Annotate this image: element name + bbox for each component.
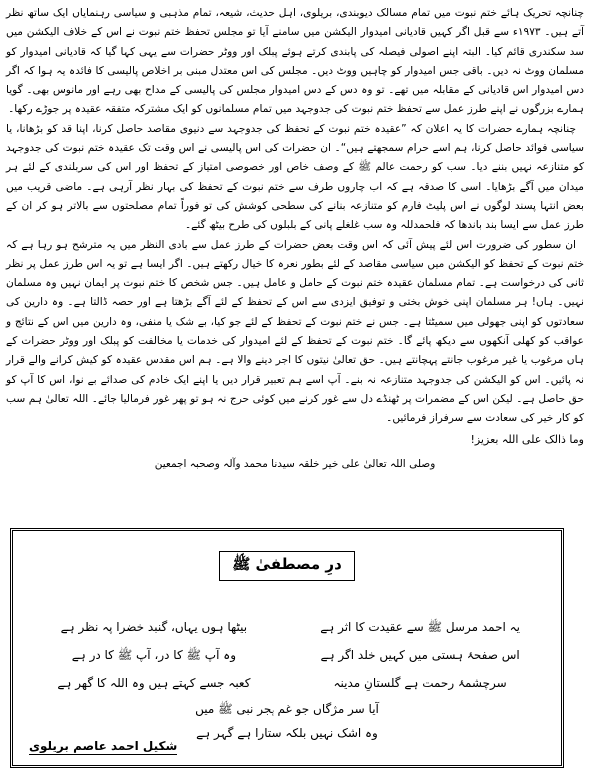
couplet-3-first-line: سرچشمۂ رحمت ہے گلستانِ مدینہ — [333, 676, 507, 690]
article-paragraph-3: ان سطور کی ضرورت اس لئے پیش آئی کہ اس وقت بعض حضرات کے طرز عمل سے بادی النظر میں یہ مترشح ہو رہا ہے کہ ختم نبوت کے تحفظ کو الیکشن میں سیاسی مقاصد کے لئے بطور نعرہ کا خیال رکھتے ہیں۔ اگر ایسا ہے تو یہ اس طرز عمل پر نظر ثانی کی درخواست ہے۔ تمام مسلمان عقیدہ ختم نبوت کے حامل و عامل ہیں۔ جس شخص کا ختم نبوت پر ایمان نہیں وہ مسلمان نہیں۔ ہاں! ہر مسلمان اپنی خوش بختی و توفیق ایزدی سے اس کے تحفظ کے لئے آگے بڑھتا ہے اور حصہ ڈالتا ہے۔ وہ دارین کی سعادتوں کو اپنی جھولی میں سمیٹتا ہے۔ جس نے ختم نبوت کے تحفظ کے لئے جو کیا، بے شک یا منفی، وہ دارین میں اس کے نتائج و عواقب کو کھلی آنکھوں سے دیکھ پائے گا۔ ختم نبوت کے تحفظ کے لئے امیدوار کی خدمات یا مخالفت کو پبلک اور ووٹر حضرات کے ہاں مرغوب یا غیر مرغوب جانتے پہچانتے ہیں۔ حق تعالیٰ نیتوں کا اجر دینے والا ہے۔ ہم اس مقدس عقیدہ کو کیش کرانے والے قرار نہ پائیں۔ اس کو الیکشن کی جدوجہد متنازعہ نہ بنے۔ آپ اسے ہم تعبیر قرار دیں یا اپنے ایک خادم کی صدائے بے نوا، اس کا آپ کو حق حاصل ہے۔ لیکن اس کے مضمرات پر ٹھنڈے دل سے غور کرنے میں کوئی حرج نہ ہو تو پھر غور فرمالیا جائے۔ اللہ تعالیٰ ہم سب کو کار خیر کی سعادت سے سرفراز فرمائیں۔ — [6, 238, 584, 425]
poem-final-couplet — [73, 697, 501, 745]
poet-name: شکیل احمد عاصم بریلوی — [29, 739, 178, 753]
couplet-2-first-line: اس صفحۂ ہستی میں کہیں خلد اگر ہے — [320, 648, 520, 662]
final-line-1: آیا سر مژگاں جو غم ہجر نبی ﷺ میں — [195, 702, 379, 716]
poem-couplets — [31, 613, 543, 697]
article-paragraph-2: چنانچہ ہمارے حضرات کا یہ اعلان کہ ”عقیدہ ختم نبوت کے تحفظ کی جدوجہد سے دنیوی مقاصد حاصل کرنا، اپنا قد کو بڑھانا، یا سیاسی فوائد حاصل کرنا، ہم اسے حرام سمجھتے ہیں“۔ ان حضرات کی اس پالیسی نے اس وقت تک عقیدہ ختم نبوت کی جدوجہد کو متنازعہ نہیں بننے دیا۔ سب کو رحمت عالم ﷺ کے وصف خاص اور خصوصی امتیاز کے تحفظ اور اس کی سربلندی کے لئے ہر میدان میں آگے بڑھایا۔ اسی کا صدقہ ہے کہ اب چاروں طرف سے ختم نبوت کے تحفظ کی بہار نظر آرہی ہے۔ ماضی قریب میں بعض انتہا پسند لوگوں نے اس پلیٹ فارم کو متنازعہ بنانے کی سطحی کوشش کی تو فوراً تمام مصلحتوں سے بالاتر ہو کر ان کے طرز عمل سے ایسا بند باندھا کہ فلحمدللہ وہ سب غلغلے پانی کے بلبلوں کی طرح بیٹھ گئے۔ — [6, 122, 584, 232]
closing-line: وما ذالک علی اللہ بعزیز! — [470, 432, 584, 446]
couplet-2 — [31, 641, 543, 669]
poem-box — [10, 528, 564, 768]
couplet-1-first-line: یہ احمد مرسل ﷺ سے عقیدت کا اثر ہے — [320, 620, 521, 634]
poem-title: درِ مصطفیٰ ﷺ — [219, 551, 355, 581]
couplet-1 — [31, 613, 543, 641]
article-paragraph-1: چنانچہ تحریک ہائے ختم نبوت میں تمام مسالک دیوبندی، بریلوی، اہل حدیث، شیعہ، تمام مذہبی و سیاسی رہنمایاں ایک ساتھ نظر آتے ہیں۔ ۱۹۷۳ء سے قبل اگر کہیں قادیانی امیدوار الیکشن میں سامنے آیا تو مجلس تحفظ ختم نبوت نے اس کے خلاف الیکشن میں سد سکندری قائم کیا۔ البتہ اپنے اصولی فیصلہ کی پابندی کرتے ہوئے پبلک اور ووٹر حضرات سے یہی کہا گیا کہ قادیانی امیدوار کو مسلمان ووٹ نہ دیں۔ باقی جس امیدوار کو چاہیں ووٹ دیں۔ مجلس کی اس معتدل مبنی بر اخلاص پالیسی کا فائدہ یہ ہوا کہ اگر دس امیدوار اس قادیانی کے مقابلہ میں تھے۔ تو وہ دس کے دس امیدوار مجلس کی پالیسی کے مداح بھی رہے اور مانوس بھی۔ گویا ہمارے بزرگوں نے اپنے طرز عمل سے تحفظ ختم نبوت کی جدوجہد میں تمام مسلمانوں کو ایک مشترکہ متفقہ عقیدہ پر جوڑے رکھا۔ — [6, 7, 584, 116]
poem-title-wrap — [13, 551, 561, 581]
salutation-line: وصلی اللہ تعالیٰ علی خیر خلقہ سیدنا محمد وآلہ وصحبہ اجمعین — [154, 457, 436, 470]
couplet-2-second-line: وہ آپ ﷺ کا در، آپ ﷺ کا در ہے — [71, 648, 237, 662]
article-body — [6, 4, 584, 474]
final-line-2: وہ اشک نہیں بلکہ ستارا ہے گہر ہے — [196, 726, 378, 740]
couplet-3-second-line: کعبہ جسے کہتے ہیں وہ اللہ کا گھر ہے — [57, 676, 251, 690]
couplet-3 — [31, 669, 543, 697]
couplet-1-second-line: بیٹھا ہوں یہاں، گنبد خضرا پہ نظر ہے — [60, 620, 248, 634]
